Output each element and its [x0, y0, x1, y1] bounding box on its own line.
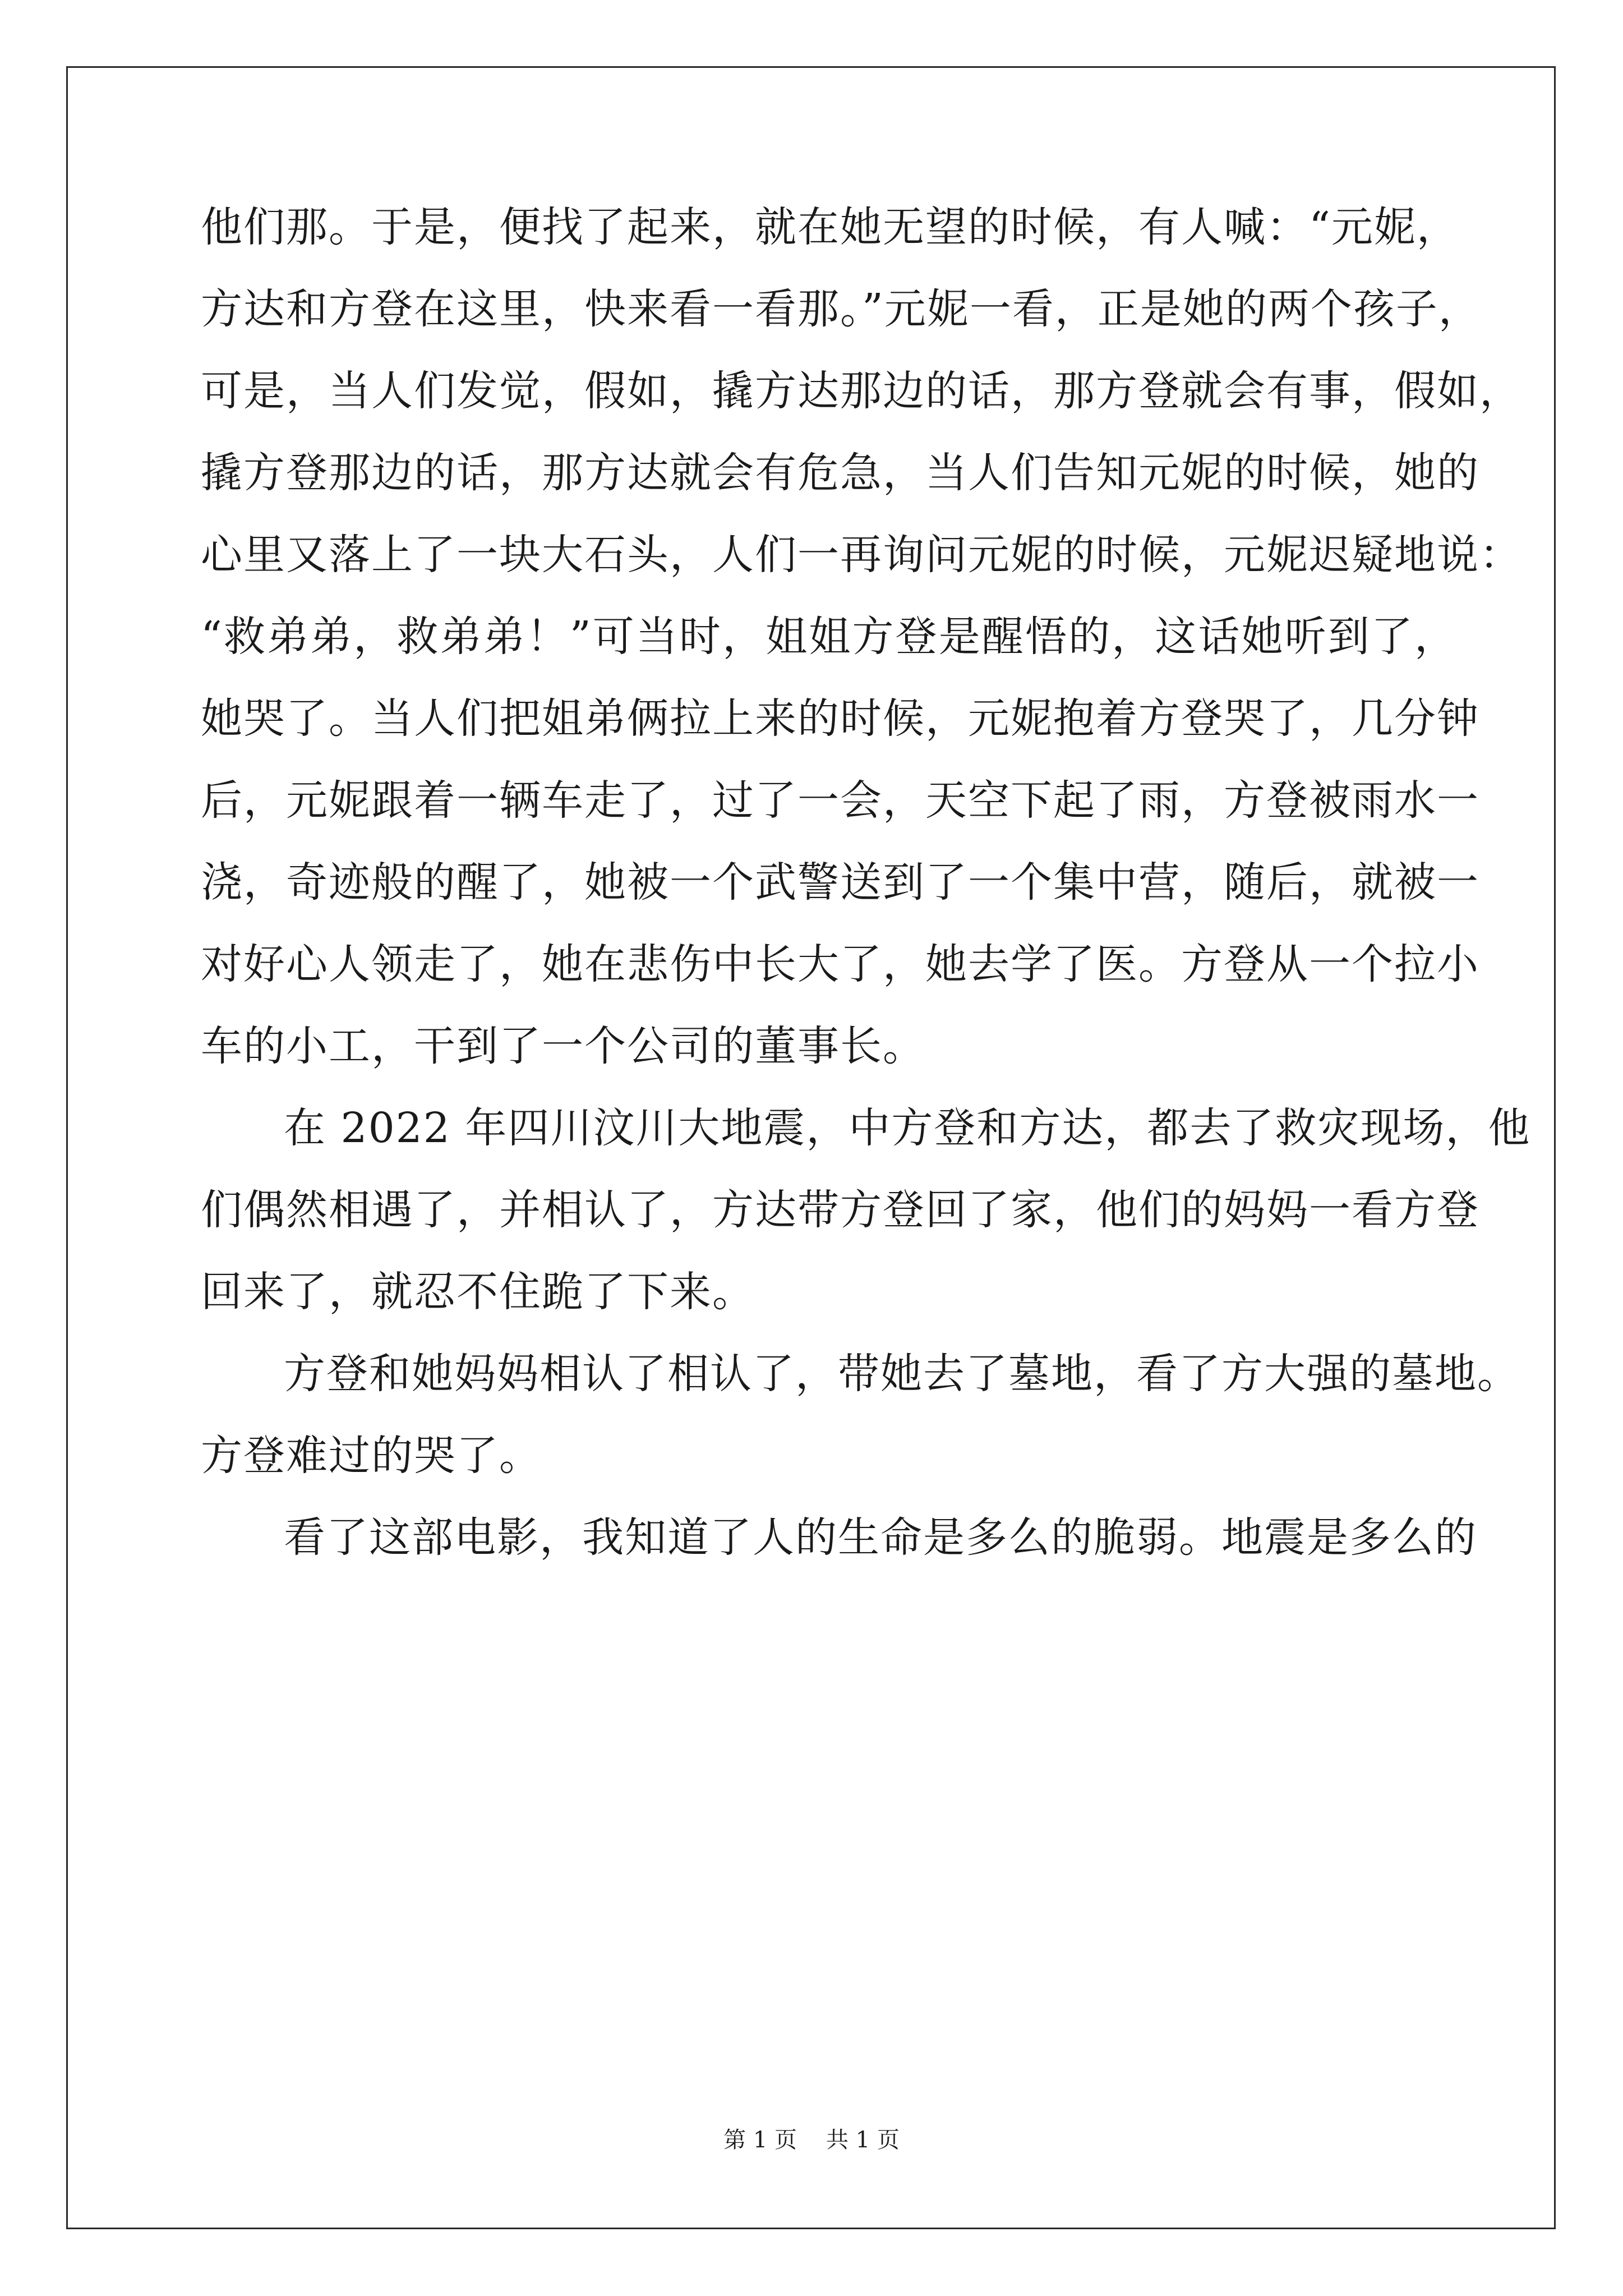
text-line: “救弟弟，救弟弟！”可当时，姐姐方登是醒悟的，这话她听到了， [201, 613, 1457, 661]
text-line: 后，元妮跟着一辆车走了，过了一会，天空下起了雨，方登被雨水一 [201, 776, 1479, 825]
text-line: 可是，当人们发觉，假如，撬方达那边的话，那方登就会有事，假如， [201, 367, 1522, 415]
text-line: 在 2022 年四川汶川大地震，中方登和方达，都去了救灾现场，他 [284, 1104, 1531, 1152]
text-line: 浇，奇迹般的醒了，她被一个武警送到了一个集中营，随后，就被一 [201, 858, 1479, 907]
text-line: 撬方登那边的话，那方达就会有危急，当人们告知元妮的时候，她的 [201, 449, 1479, 497]
text-line: 看了这部电影，我知道了人的生命是多么的脆弱。地震是多么的 [284, 1513, 1477, 1562]
text-line: 方登难过的哭了。 [201, 1432, 542, 1480]
text-line: 她哭了。当人们把姐弟俩拉上来的时候，元妮抱着方登哭了，几分钟 [201, 694, 1479, 743]
page-total: 共 1 页 [826, 2127, 900, 2153]
text-line: 车的小工，干到了一个公司的董事长。 [201, 1022, 925, 1070]
text-line: 方登和她妈妈相认了相认了，带她去了墓地，看了方大强的墓地。 [284, 1350, 1520, 1398]
text-line: 们偶然相遇了，并相认了，方达带方登回了家，他们的妈妈一看方登 [201, 1186, 1479, 1234]
text-line: 心里又落上了一块大石头，人们一再询问元妮的时候，元妮迟疑地说： [201, 531, 1522, 579]
text-line: 回来了，就忍不住跪了下来。 [201, 1268, 755, 1316]
text-line: 方达和方登在这里，快来看一看那。”元妮一看，正是她的两个孩子， [201, 285, 1481, 333]
page-footer [0, 2129, 1623, 2151]
text-line: 对好心人领走了，她在悲伤中长大了，她去学了医。方登从一个拉小 [201, 940, 1479, 988]
document-body [201, 203, 1531, 1599]
page-number: 第 1 页 [723, 2127, 797, 2153]
text-line: 他们那。于是，便找了起来，就在她无望的时候，有人喊：“元妮， [201, 203, 1459, 251]
